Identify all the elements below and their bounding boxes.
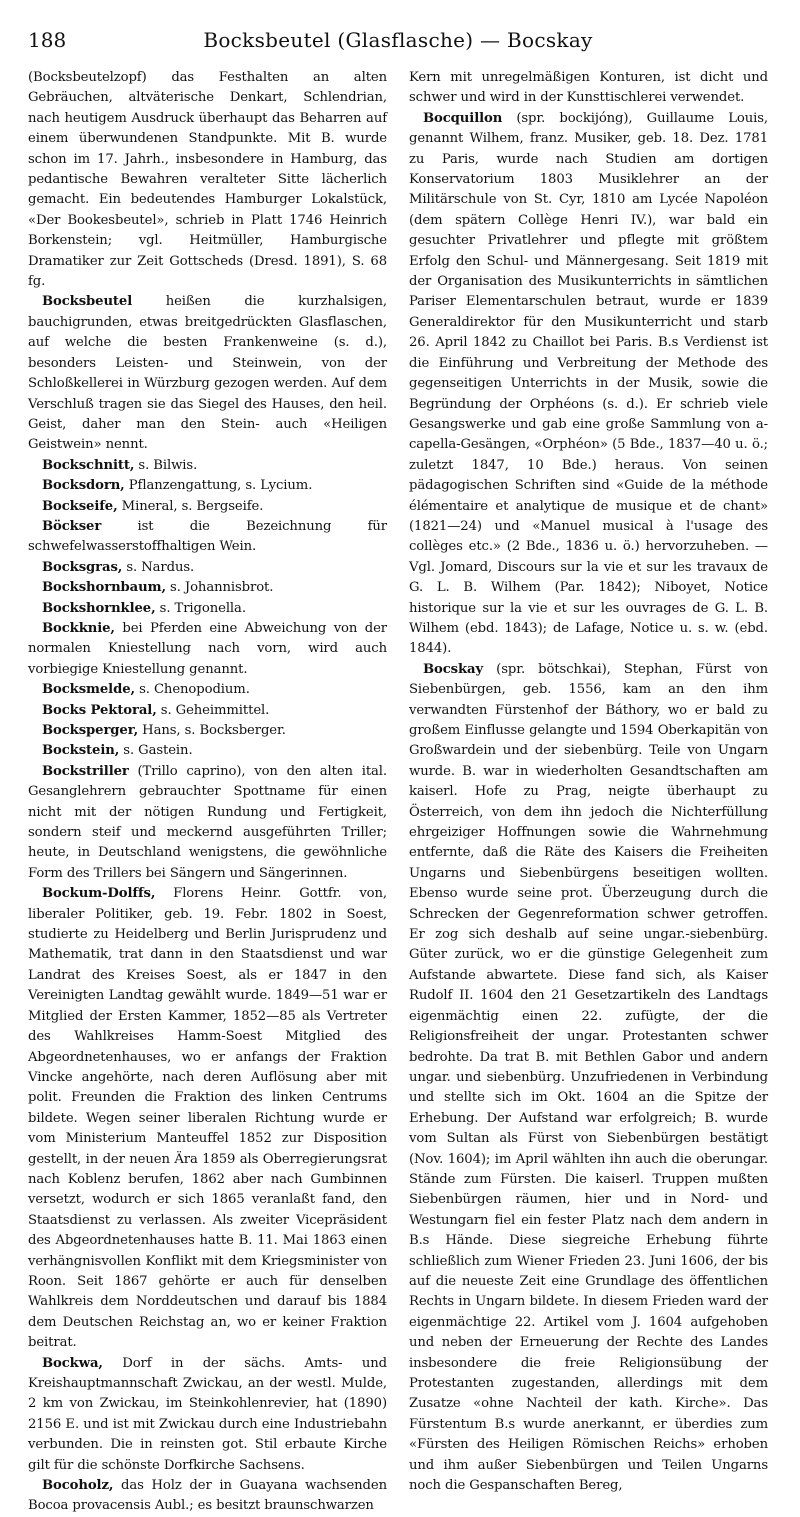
entry-headword: Bocksgras, [42,559,123,575]
entry-text: s. Nardus. [122,559,195,575]
entry-text: s. Bilwis. [134,457,198,473]
entry-headword: Bocquillon [423,110,503,126]
dictionary-entry [28,497,387,517]
entry-continuation [28,68,387,292]
dictionary-entry [28,599,387,619]
right-column [409,68,768,1517]
entry-text: s. Johannisbrot. [165,580,274,596]
entry-text: heißen die kurzhalsigen, bauchigrunden, etwas breitgedrückten Glasflaschen, auf welche die besten Frankenweine (s. d.), besonders Leisten- und Steinwein, von der Schloßkellerei in Würzburg gezogen werden. Auf dem Verschluß tragen sie das Siegel des Hauses, den heil. Geist, daher man den Stein- auch «Heiligen Geistwein» nennt. [28,294,387,453]
dictionary-entry [28,517,387,558]
entry-text: (spr. bockijóng), Guillaume Louis, genannt Wilhem, franz. Musiker, geb. 18. Dez. 1781 zu Paris, wurde nach Studien am dortigen Konservatorium 1803 Musiklehrer an der Militärschule von St. Cyr, 1810 am Lycée Napoléon (dem spätern Collège Henri IV.), war bald ein gesuchter Privatlehrer und pflegte mit größtem Erfolg den Schul- und Männergesang. Seit 1819 mit der Organisation des Musikunterrichts in sämtlichen Pariser Elementarschulen betraut, wurde er 1839 Generaldirektor für den Musikunterricht und starb 26. April 1842 zu Chaillot bei Paris. B.s Verdienst ist die Einführung und Verbreitung der Methode des gegenseitigen Unterrichts in der Musik, sowie die Begründung der Orphéons (s. d.). Er schrieb viele Gesangswerke und gab eine große Sammlung von a-capella-Gesängen, «Orphéon» (5 Bde., 1837—40 u. ö.; zuletzt 1847, 10 Bde.) heraus. Von seinen pädagogischen Schriften sind «Guide de la méthode élémentaire et analytique de musique et de chant» (1821—24) und «Manuel musical à l'usage des collèges etc.» (2 Bde., 1836 u. ö.) hervorzuheben. — Vgl. Jomard, Discours sur la vie et sur les travaux de G. L. B. Wilhem (Par. 1842); Niboyet, Notice historique sur la vie et sur les ouvrages de G. L. B. Wilhem (ebd. 1843); de Lafage, Notice u. s. w. (ebd. 1844). [409,110,768,657]
entry-headword: Bocksmelde, [42,682,135,698]
dictionary-entry [28,476,387,496]
dictionary-entry [28,741,387,761]
entry-text: Pflanzengattung, s. Lycium. [124,478,313,494]
dictionary-entry [28,558,387,578]
dictionary-entry [409,109,768,660]
entry-headword: Bocksbeutel [42,294,133,310]
entry-text: s. Trigonella. [155,600,246,616]
dictionary-entry [28,578,387,598]
entry-text: Florens Heinr. Gottfr. von, liberaler Politiker, geb. 19. Febr. 1802 in Soest, studierte zu Heidelberg und Berlin Jurisprudenz und Mathematik, trat dann in den Staatsdienst und war Landrat des Kreises Soest, als er 1847 in den Vereinigten Landtag gewählt wurde. 1849—51 war er Mitglied der Ersten Kammer, 1852—85 als Vertreter des Wahlkreises Hamm-Soest Mitglied des Abgeordnetenhauses, wo er anfangs der Fraktion Vincke angehörte, nach deren Auflösung aber mit polit. Freunden die Fraktion des linken Centrums bildete. Wegen seiner liberalen Richtung wurde er vom Ministerium Manteuffel 1852 zur Disposition gestellt, in der neuen Ära 1859 als Oberregierungsrat nach Koblenz berufen, 1862 aber nach Gumbinnen versetzt, wodurch er sich 1865 veranlaßt fand, den Staatsdienst zu verlassen. Als zweiter Vicepräsident des Abgeordnetenhauses hatte B. 11. Mai 1863 einen verhängnisvollen Konflikt mit dem Kriegsminister von Roon. Seit 1867 gehörte er auch für denselben Wahlkreis dem Norddeutschen und darauf bis 1884 dem Deutschen Reichstag an, wo er keiner Fraktion beitrat. [28,886,387,1351]
entry-headword: Bockstriller [42,763,129,779]
entry-text: Kern mit unregelmäßigen Konturen, ist dicht und schwer und wird in der Kunsttischlerei verwendet. [409,70,768,106]
entry-headword: Bocskay [423,661,484,677]
entry-text: (spr. bötschkai), Stephan, Fürst von Siebenbürgen, geb. 1556, kam an den ihm verwandten Fürstenhof der Báthory, wo er bald zu großem Einflusse gelangte und 1594 Oberkapitän von Großwardein und der siebenbürg. Teile von Ungarn wurde. B. war in wiederholten Gesandtschaften am kaiserl. Hofe zu Prag, neigte überhaupt zu Österreich, von dem ihn jedoch die Nichterfüllung ehrgeiziger Hoffnungen sowie die Wahrnehmung entfernte, daß die Räte des Kaisers die Freiheiten Ungarns und Siebenbürgens beseitigen wollten. Ebenso wurde seine prot. Überzeugung durch die Schrecken der Gegenreformation schwer getroffen. Er zog sich deshalb auf seine ungar.-siebenbürg. Güter zurück, wo er die günstige Gelegenheit zum Aufstande abwartete. Diese fand sich, als Kaiser Rudolf II. 1604 den 21 Gesetzartikeln des Landtags eigenmächtig einen 22. zufügte, der die Religionsfreiheit der ungar. Protestanten schwer bedrohte. Da trat B. mit Bethlen Gabor und andern ungar. und siebenbürg. Unzufriedenen in Verbindung und stellte sich im Okt. 1604 an die Spitze der Erhebung. Der Aufstand war erfolgreich; B. wurde vom Sultan als Fürst von Siebenbürgen bestätigt (Nov. 1604); im April wählten ihn auch die oberungar. Stände zum Fürsten. Die kaiserl. Truppen mußten Siebenbürgen räumen, hier und in Nord- und Westungarn fiel ein fester Platz nach dem andern in B.s Hände. Diese siegreiche Erhebung führte schließlich zum Wiener Frieden 23. Juni 1606, der bis auf die neueste Zeit eine Grundlage des öffentlichen Rechts in Ungarn bildete. In diesem Frieden ward der eigenmächtige 22. Artikel vom J. 1604 aufgehoben und neben der Erneuerung der Rechte des Landes insbesondere die freie Religionsübung der Protestanten zugestanden, allerdings mit dem Zusatze «ohne Nachteil der kath. Kirche». Das Fürstentum B.s wurde anerkannt, er überdies zum «Fürsten des Heiligen Römischen Reichs» erhoben und ihm außer Siebenbürgen und Teilen Ungarns noch die Gespanschaften Bereg, [409,661,768,1494]
entry-headword: Bockknie, [42,620,115,636]
dictionary-entry [28,456,387,476]
entry-headword: Bockshornbaum, [42,580,166,596]
entry-text: (Bocksbeutelzopf) das Festhalten an alten Gebräuchen, altväterische Denkart, Schlendrian, nach heutigem Ausdruck überhaupt das Beharren auf einem überwundenen Standpunkte. Mit B. wurde schon im 17. Jahrh., insbesondere in Hamburg, das pedantische Bewahren veralteter Sitte lächerlich gemacht. Ein bedeutendes Hamburger Lokalstück, «Der Bookesbeutel», schrieb in Platt 1746 Heinrich Borkenstein; vgl. Heitmüller, Hamburgische Dramatiker zur Zeit Gottscheds (Dresd. 1891), S. 68 fg. [28,70,387,290]
entry-text: bei Pferden eine Abweichung von der normalen Kniestellung nach vorn, wird auch vorbiegige Kniestellung genannt. [28,620,387,677]
dictionary-entry [28,762,387,884]
entry-headword: Böckser [42,518,102,534]
dictionary-entry [28,701,387,721]
entry-headword: Bockwa, [42,1355,103,1371]
dictionary-entry [28,884,387,1353]
dictionary-entry [28,1354,387,1476]
entry-text: ist die Bezeichnung für schwefelwasserstoffhaltigen Wein. [28,518,387,555]
text-columns [28,68,768,1517]
entry-text: s. Chenopodium. [135,682,250,698]
entry-headword: Bocks Pektoral, [42,702,157,718]
entry-headword: Bockum-Dolffs, [42,886,156,902]
dictionary-entry [28,680,387,700]
dictionary-entry [28,721,387,741]
entry-text: Dorf in der sächs. Amts- und Kreishauptmannschaft Zwickau, an der westl. Mulde, 2 km von Zwickau, im Steinkohlenrevier, hat (1890) 2156 E. und ist mit Zwickau durch eine Industriebahn verbunden. Die in reinsten got. Stil erbaute Kirche gilt für die schönste Dorfkirche Sachsens. [28,1355,387,1473]
page-header [28,28,768,68]
entry-headword: Bocksdorn, [42,478,125,494]
page-number: 188 [28,28,67,52]
entry-text: das Holz der in Guayana wachsenden Bocoa provacensis Aubl.; es besitzt braunschwarzen [28,1478,387,1514]
entry-headword: Bockshornklee, [42,600,156,616]
entry-continuation [409,68,768,109]
entry-text: Mineral, s. Bergseife. [117,498,264,514]
entry-headword: Bocksperger, [42,723,139,738]
dictionary-entry [28,619,387,680]
entry-text: (Trillo caprino), von den alten ital. Gesanglehrern gebrauchter Spottname für einen nicht mit der nötigen Rundung und Fertigkeit, sondern steif und meckernd ausgeführten Triller; heute, in Deutschland wenigstens, die gewöhnliche Form des Trillers bei Sängern und Sängerinnen. [28,763,387,881]
entry-headword: Bocoholz, [42,1478,114,1494]
entry-text: s. Geheimmittel. [156,702,270,718]
dictionary-entry [28,1476,387,1517]
running-title: Bocksbeutel (Glasflasche) — Bocskay [203,28,593,52]
entry-text: Hans, s. Bocksberger. [138,723,286,738]
entry-headword: Bockstein, [42,743,120,759]
dictionary-entry [28,292,387,455]
entry-headword: Bockseife, [42,498,118,514]
entry-headword: Bockschnitt, [42,457,135,473]
dictionary-entry [409,660,768,1497]
left-column [28,68,387,1517]
entry-text: s. Gastein. [119,743,193,759]
